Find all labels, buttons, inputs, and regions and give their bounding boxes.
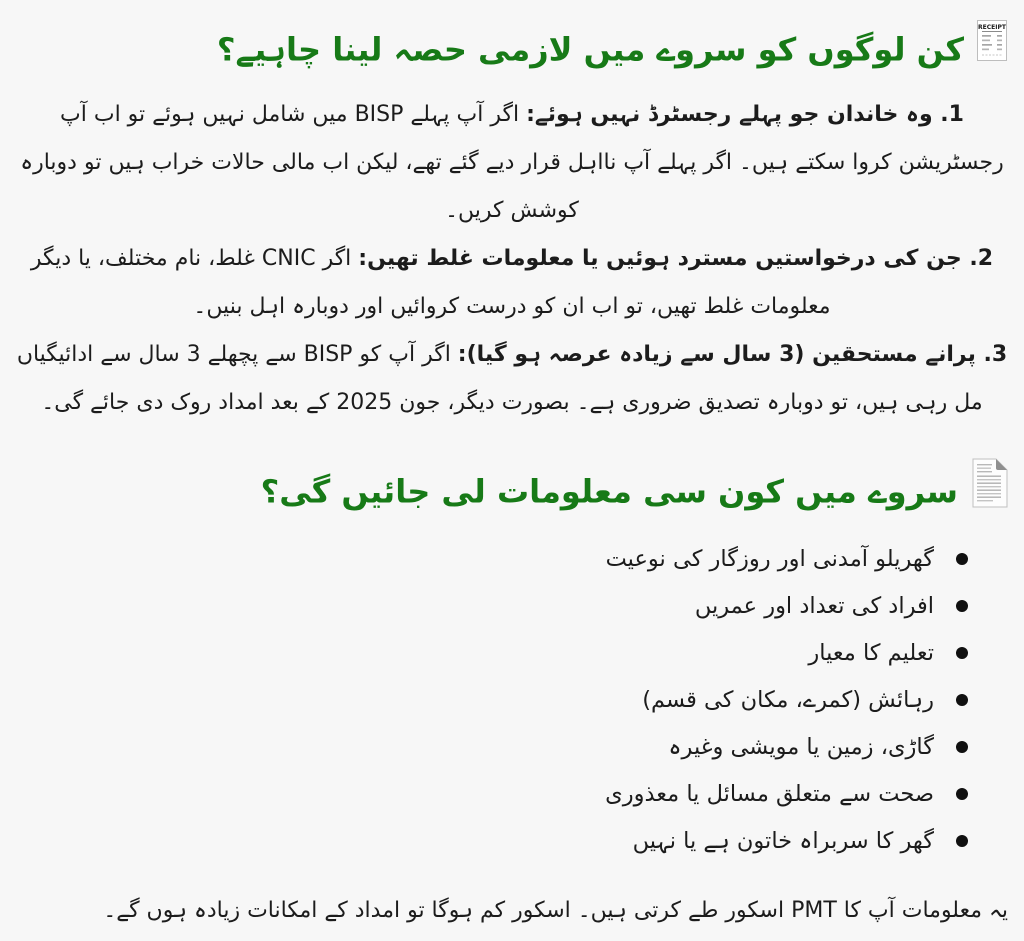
list-item <box>14 583 968 630</box>
list-item <box>14 724 968 771</box>
list-item <box>14 630 968 677</box>
bullet-icon <box>956 647 968 659</box>
list-item <box>14 771 968 818</box>
section-title-information <box>14 457 1010 526</box>
information-list <box>14 536 968 865</box>
list-item <box>16 331 1008 427</box>
info-item-label: گھریلو آمدنی اور روزگار کی نوعیت <box>605 545 934 572</box>
list-item <box>16 235 1008 331</box>
item-lead: 1. وہ خاندان جو پہلے رجسٹرڈ نہیں ہوئے: <box>526 102 964 127</box>
bullet-icon <box>956 788 968 800</box>
list-item <box>14 536 968 583</box>
page-title: سروے میں کون سی معلومات لی جائیں گی؟ <box>260 472 958 511</box>
svg-text:RECEIPT: RECEIPT <box>978 24 1006 31</box>
bullet-icon <box>956 741 968 753</box>
info-item-label: افراد کی تعداد اور عمریں <box>694 592 934 619</box>
info-item-label: گھر کا سربراہ خاتون ہے یا نہیں <box>632 827 934 854</box>
bullet-icon <box>956 553 968 565</box>
bullet-icon <box>956 835 968 847</box>
info-item-label: صحت سے متعلق مسائل یا معذوری <box>605 780 934 807</box>
list-item <box>16 91 1008 235</box>
item-body: اگر آپ پہلے BISP میں شامل نہیں ہوئے تو اب آپ رجسٹریشن کروا سکتے ہیں۔ اگر پہلے آپ نااہل قرار دیے گئے تھے، لیکن اب مالی حالات خراب ہیں تو دوبارہ کوشش کریں۔ <box>20 102 1004 223</box>
item-lead: 2. جن کی درخواستیں مسترد ہوئیں یا معلومات غلط تھیں: <box>358 245 994 271</box>
info-item-label: رہائش (کمرے، مکان کی قسم) <box>642 686 934 713</box>
item-lead: 3. پرانے مستحقین (3 سال سے زیادہ عرصہ ہو گیا): <box>457 341 1008 367</box>
page-with-curl-icon <box>968 457 1010 526</box>
page-title: کن لوگوں کو سروے میں لازمی حصہ لینا چاہیے؟ <box>216 30 964 69</box>
item-body: اگر آپ کو BISP سے پچھلے 3 سال سے ادائیگیاں مل رہی ہیں، تو دوبارہ تصدیق ضروری ہے۔ بصورت دیگر، جون 2025 کے بعد امداد روک دی جائے گی۔ <box>16 341 983 415</box>
eligibility-list <box>14 91 1010 427</box>
list-item <box>14 818 968 865</box>
bullet-icon <box>956 694 968 706</box>
list-item <box>14 677 968 724</box>
receipt-icon <box>974 18 1010 81</box>
section-title-eligibility <box>14 18 1010 81</box>
footer-note: یہ معلومات آپ کا PMT اسکور طے کرتی ہیں۔ اسکور کم ہوگا تو امداد کے امکانات زیادہ ہوں گے۔ <box>103 897 1008 923</box>
info-item-label: تعلیم کا معیار <box>808 639 934 666</box>
bullet-icon <box>956 600 968 612</box>
item-body: اگر CNIC غلط، نام مختلف، یا دیگر معلومات غلط تھیں، تو اب ان کو درست کروائیں اور دوبارہ اہل بنیں۔ <box>30 245 831 319</box>
info-item-label: گاڑی، زمین یا مویشی وغیرہ <box>668 733 934 760</box>
